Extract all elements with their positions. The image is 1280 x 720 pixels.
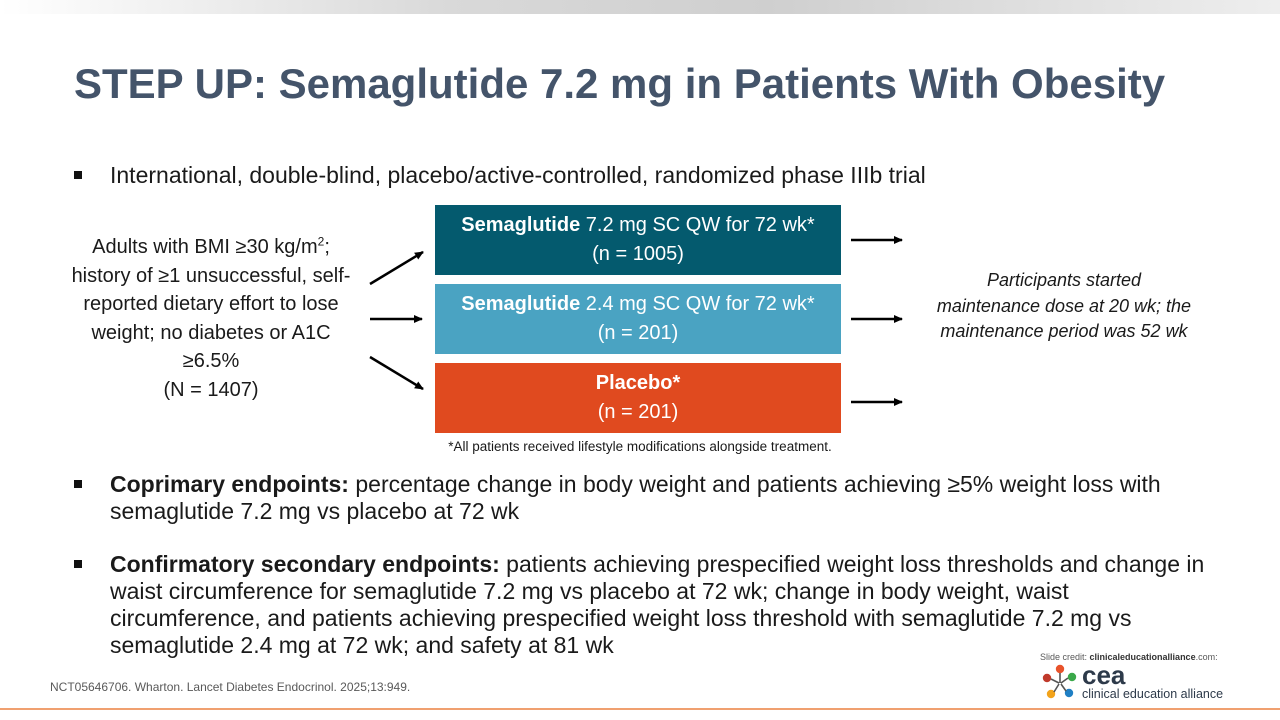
arm-regimen: 2.4 mg SC QW for 72 wk* <box>580 293 815 315</box>
slide-credit <box>1040 652 1218 662</box>
credit-label: Slide credit: <box>1040 652 1090 662</box>
bullet-secondary-endpoints <box>74 551 1214 659</box>
superscript-2: 2 <box>317 234 325 249</box>
maintenance-note: Participants started maintenance dose at 20 wk; the maintenance period was 52 wk <box>936 270 1192 341</box>
population-n: (N = 1407) <box>163 378 259 401</box>
logo-wordmark: cea <box>1082 660 1126 690</box>
cea-logo-icon <box>1042 664 1078 702</box>
arm-placebo <box>435 363 841 433</box>
arm-n: (n = 201) <box>597 401 679 423</box>
arm-semaglutide-2-4mg <box>435 284 841 354</box>
bullet-heading: Confirmatory secondary endpoints: <box>110 551 500 577</box>
bullet-square-icon <box>74 480 82 488</box>
bullet-text <box>110 551 1214 659</box>
bullet-coprimary-endpoints <box>74 471 1204 525</box>
arm-drug-name: Placebo* <box>595 372 681 394</box>
arrow-to-arm1 <box>370 252 423 284</box>
arm-regimen: 7.2 mg SC QW for 72 wk* <box>580 214 815 236</box>
population-line1-end: ; <box>324 236 330 258</box>
arm-semaglutide-7-2mg <box>435 205 841 275</box>
arm-n: (n = 201) <box>597 322 679 344</box>
credit-site: clinicaleducationalliance <box>1089 652 1196 662</box>
bullet-body: percentage change in body weight and patients achieving ≥5% weight loss with semaglutide 7.2 mg vs placebo at 72 wk <box>110 471 1161 524</box>
bullet-body: patients achieving prespecified weight loss thresholds and change in waist circumference for semaglutide 7.2 mg vs placebo at 72 wk; change in body weight, waist circumference, and patients achieving prespecified weight loss threshold with semaglutide 7.2 mg vs semaglutide 2.4 mg at 72 wk; and safety at 81 wk <box>110 551 1205 658</box>
population-line1: Adults with BMI ≥30 kg/m <box>92 236 318 258</box>
treatment-footnote: *All patients received lifestyle modifications alongside treatment. <box>448 439 832 454</box>
bullet-text <box>110 471 1204 525</box>
citation-reference: NCT05646706. Wharton. Lancet Diabetes Endocrinol. 2025;13:949. <box>50 680 411 694</box>
population-criteria-text: history of ≥1 unsuccessful, self-reported dietary effort to lose weight; no diabetes or A1C ≥6.5% <box>71 264 351 372</box>
bullet-heading: Coprimary endpoints: <box>110 471 349 497</box>
slide-title: STEP UP: Semaglutide 7.2 mg in Patients With Obesity <box>74 60 1166 107</box>
credit-suffix: .com: <box>1195 652 1218 662</box>
bullet-text: International, double-blind, placebo/active-controlled, randomized phase IIIb trial <box>110 162 926 188</box>
logo-subtitle: clinical education alliance <box>1082 687 1224 701</box>
arrow-to-arm3 <box>370 357 423 389</box>
bullet-square-icon <box>74 560 82 568</box>
arm-drug-name: Semaglutide <box>461 293 581 315</box>
arm-drug-name: Semaglutide <box>461 214 581 236</box>
arm-n: (n = 1005) <box>592 243 684 265</box>
bottom-accent-line <box>0 708 1280 710</box>
